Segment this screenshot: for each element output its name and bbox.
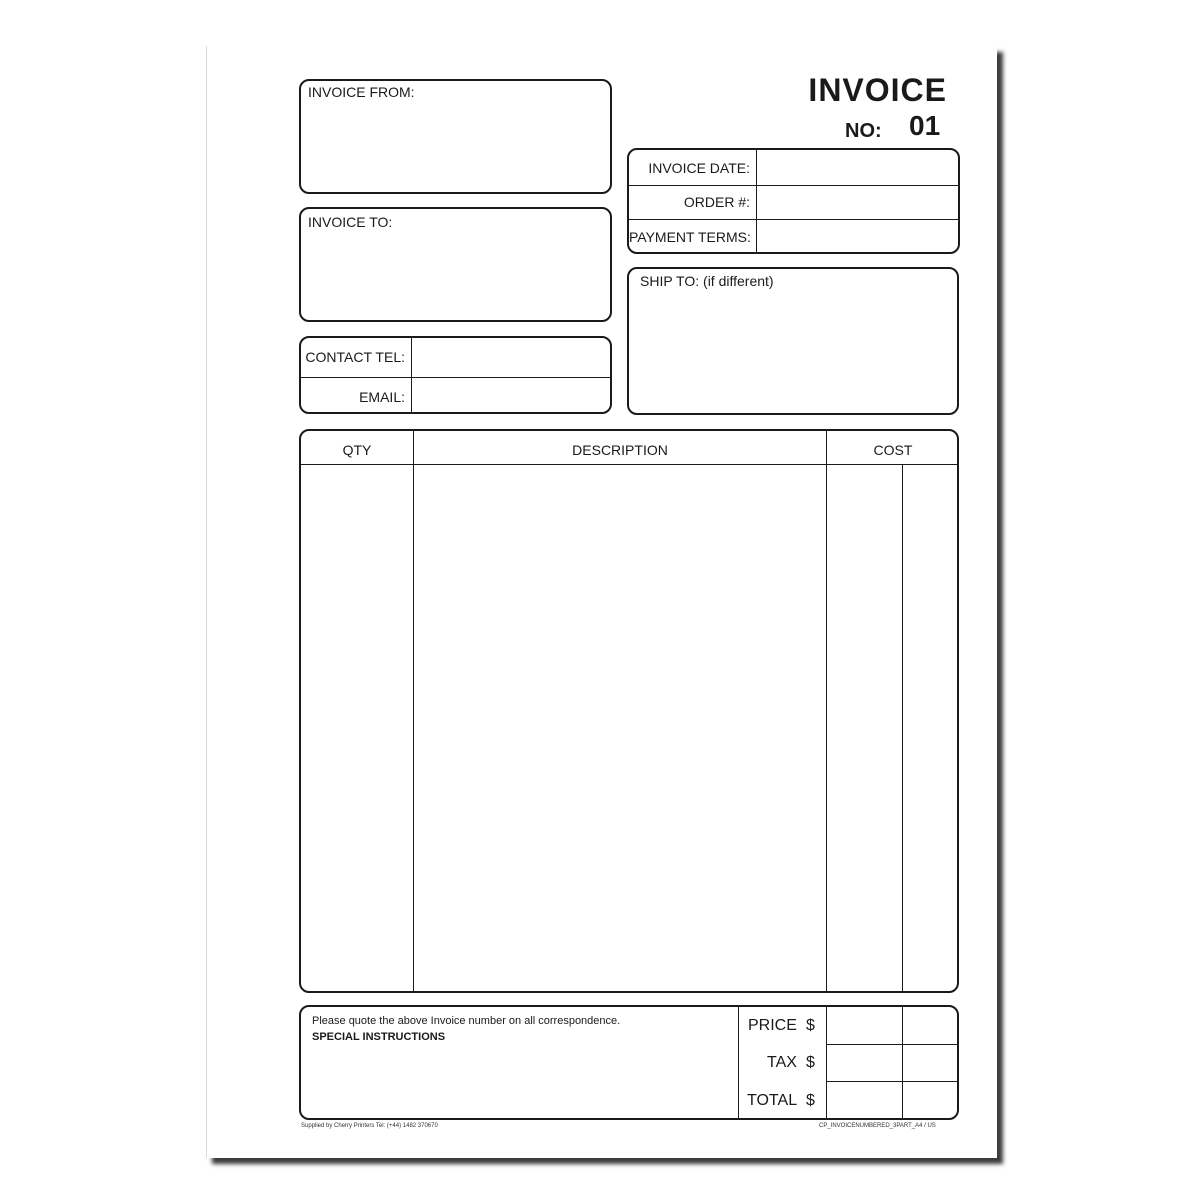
- form-code-fine-print: CP_INVOICENUMBERED_3PART_A4 / US: [819, 1123, 936, 1129]
- tax-currency: $: [806, 1054, 815, 1071]
- invoice-details-box: [627, 148, 960, 254]
- tax-amount-field[interactable]: [827, 1045, 957, 1081]
- totals-label-divider: [738, 1007, 739, 1118]
- invoice-from-box[interactable]: [299, 79, 612, 194]
- total-label: TOTAL: [747, 1092, 798, 1109]
- price-amount-field[interactable]: [827, 1007, 957, 1044]
- invoice-number: 01: [909, 110, 941, 141]
- contact-box: [299, 336, 612, 414]
- email-label: EMAIL:: [359, 389, 405, 405]
- tax-label: TAX: [767, 1054, 797, 1071]
- special-instructions-field[interactable]: [301, 1047, 737, 1118]
- items-table: [299, 429, 959, 993]
- invoice-date-label: INVOICE DATE:: [648, 160, 750, 176]
- invoice-title: INVOICE: [808, 72, 947, 108]
- total-currency: $: [806, 1092, 815, 1109]
- description-column-area[interactable]: [414, 465, 826, 991]
- cost-header: COST: [873, 442, 913, 458]
- totals-box: [299, 1005, 959, 1120]
- order-number-field[interactable]: [757, 186, 958, 219]
- email-field[interactable]: [412, 378, 610, 412]
- special-instructions-label: SPECIAL INSTRUCTIONS: [312, 1031, 446, 1043]
- payment-terms-field[interactable]: [757, 220, 958, 252]
- contact-tel-label: CONTACT TEL:: [305, 349, 405, 365]
- qty-header: QTY: [342, 442, 372, 458]
- supplier-fine-print: Supplied by Cherry Printers Tel: (+44) 1482 370670: [301, 1123, 438, 1129]
- description-header: DESCRIPTION: [572, 442, 668, 458]
- ship-to-box[interactable]: [627, 267, 959, 415]
- invoice-to-label: INVOICE TO:: [308, 214, 393, 230]
- payment-terms-label: PAYMENT TERMS:: [629, 229, 751, 245]
- price-label: PRICE: [748, 1017, 797, 1034]
- price-currency: $: [806, 1017, 815, 1034]
- qty-column-area[interactable]: [301, 465, 413, 991]
- quote-invoice-note: Please quote the above Invoice number on all correspondence.: [312, 1015, 621, 1027]
- contact-tel-field[interactable]: [412, 338, 610, 377]
- total-amount-field[interactable]: [827, 1082, 957, 1118]
- invoice-to-box[interactable]: [299, 207, 612, 322]
- order-number-label: ORDER #:: [683, 194, 750, 210]
- invoice-from-label: INVOICE FROM:: [308, 84, 415, 100]
- invoice-date-field[interactable]: [757, 150, 958, 185]
- ship-to-label: SHIP TO: (if different): [640, 273, 774, 289]
- invoice-sheet: [206, 46, 997, 1158]
- cost-column-area[interactable]: [827, 465, 957, 991]
- invoice-number-label: NO:: [845, 120, 882, 142]
